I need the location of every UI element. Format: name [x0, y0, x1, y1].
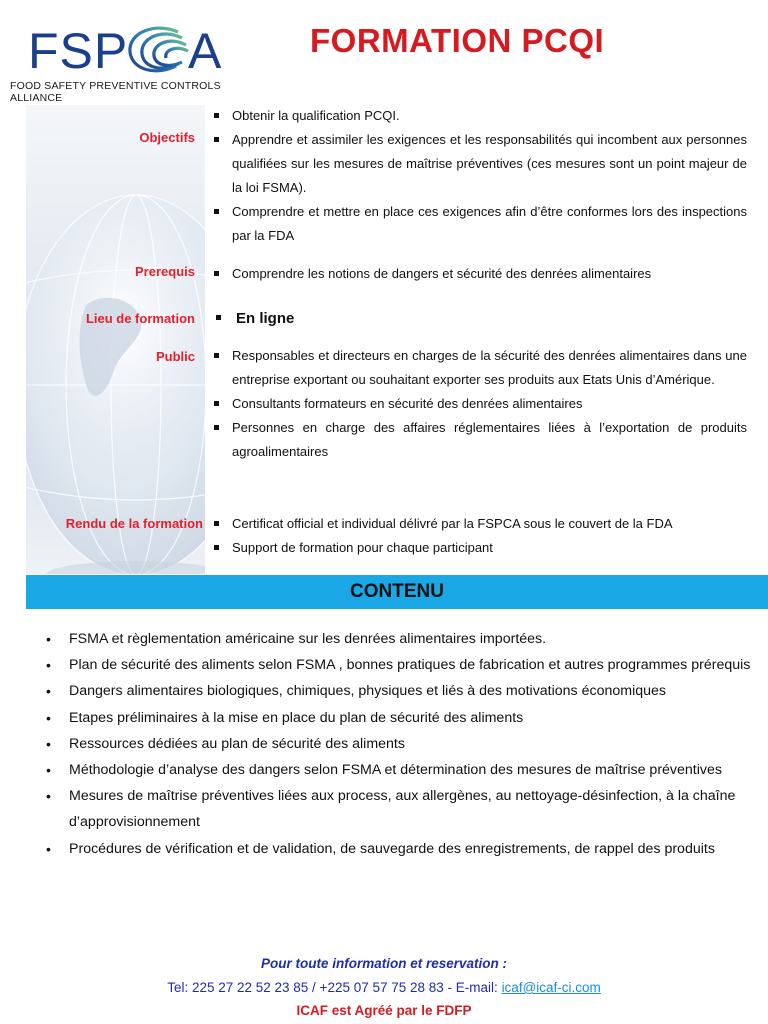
label-objectifs: Objectifs	[139, 130, 195, 145]
contenu-item: • Ressources dédiées au plan de sécurité des aliments	[46, 731, 756, 757]
footer-info-heading: Pour toute information et reservation :	[260, 956, 508, 971]
prerequis-list	[213, 262, 747, 286]
contenu-item: • Procédures de vérification et de validation, de sauvegarde des enregistrements, de rappel des produits	[46, 836, 756, 862]
contenu-item: • Méthodologie d’analyse des dangers selon FSMA et détermination des mesures de maîtrise préventives	[46, 757, 756, 783]
objectifs-list	[213, 104, 747, 248]
logo-subtitle: FOOD SAFETY PREVENTIVE CONTROLS ALLIANCE	[10, 80, 221, 104]
rendu-item: Support de formation pour chaque participant	[213, 536, 747, 560]
logo-swoosh-c	[130, 28, 188, 71]
lieu-list	[213, 307, 747, 331]
public-item: Personnes en charge des affaires réglementaires liées à l’exportation de produits agroalimentaires	[213, 416, 747, 464]
email-link[interactable]: icaf@icaf-ci.com	[501, 980, 601, 995]
fspca-logo-mark	[28, 18, 258, 80]
rendu-item: Certificat official et individual délivré par la FSPCA sous le couvert de la FDA	[213, 512, 747, 536]
contenu-item: • Dangers alimentaires biologiques, chimiques, physiques et liés à des motivations économiques	[46, 678, 756, 704]
contenu-header-band	[26, 575, 768, 609]
footer-agreement: ICAF est Agréé par le FDFP	[296, 1003, 472, 1018]
objectifs-item: Obtenir la qualification PCQI.	[213, 104, 747, 128]
contenu-list	[46, 626, 756, 862]
label-prerequis: Prerequis	[135, 264, 195, 279]
svg-text:A: A	[188, 23, 222, 79]
objectifs-item: Comprendre et mettre en place ces exigences afin d’être conformes lors des inspections par la FDA	[213, 200, 747, 248]
public-list	[213, 344, 747, 464]
rendu-list	[213, 512, 747, 560]
svg-text:FSP: FSP	[28, 23, 129, 79]
label-rendu-de-la-formation: Rendu de la formation	[65, 516, 203, 531]
objectifs-item: Apprendre et assimiler les exigences et les responsabilités qui incombent aux personnes qualifiées sur les mesures de maîtrise préventives (ces mesures sont un point majeur de la loi FSMA).	[213, 128, 747, 200]
contenu-item: • FSMA et règlementation américaine sur les denrées alimentaires importées.	[46, 626, 756, 652]
fspca-logo	[10, 10, 272, 104]
public-item: Responsables et directeurs en charges de la sécurité des denrées alimentaires dans une entreprise exportant ou souhaitant exporter ses produits aux Etats Unis d’Amérique.	[213, 344, 747, 392]
contenu-item: • Etapes préliminaires à la mise en place du plan de sécurité des aliments	[46, 705, 756, 731]
contenu-item: • Plan de sécurité des aliments selon FSMA , bonnes pratiques de fabrication et autres programmes prérequis	[46, 652, 756, 678]
label-public: Public	[155, 349, 195, 364]
footer-contact	[0, 980, 768, 995]
lieu-item: En ligne	[213, 307, 747, 331]
globe-illustration	[26, 105, 205, 574]
footer-contact-phones: Tel: 225 27 22 52 23 85 / +225 07 57 75 28 83 - E-mail:	[167, 980, 502, 995]
public-item: Consultants formateurs en sécurité des denrées alimentaires	[213, 392, 747, 416]
globe-panel	[26, 105, 205, 574]
label-lieu-de-formation: Lieu de formation	[85, 311, 195, 326]
contenu-title: CONTENU	[350, 581, 444, 602]
page-title: FORMATION PCQI	[310, 22, 605, 59]
contenu-item: • Mesures de maîtrise préventives liées aux process, aux allergènes, au nettoyage-désinfection, à la chaîne d’approvisionnement	[46, 783, 756, 835]
prerequis-item: Comprendre les notions de dangers et sécurité des denrées alimentaires	[213, 262, 747, 286]
